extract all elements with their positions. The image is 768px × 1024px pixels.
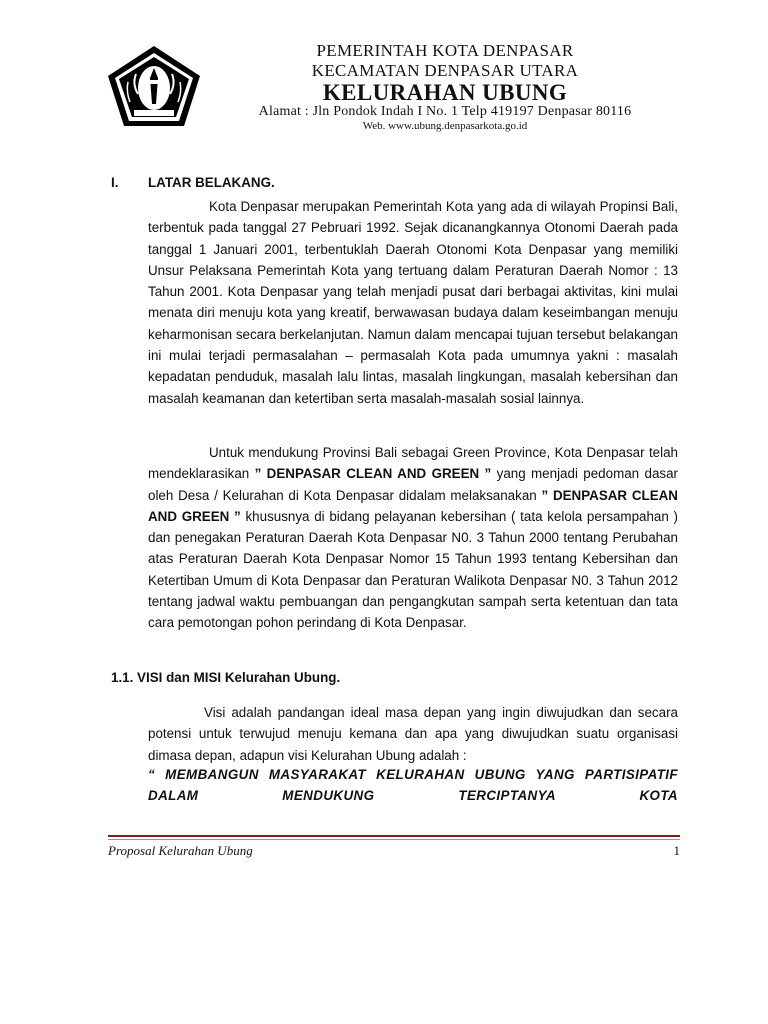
paragraph-text: yang menjadi pedoman dasar oleh Desa / Kelurahan di Kota Denpasar didalam melaksanakan xyxy=(148,466,678,503)
footer-title: Proposal Kelurahan Ubung xyxy=(108,843,253,858)
page-number: 1 xyxy=(673,843,680,858)
paragraph-text: khususnya di bidang pelayanan kebersihan ( tata kelola persampahan ) dan penegakan Peraturan Daerah Kota Denpasar N0. 3 Tahun 2000 tentang Perubahan atas Peraturan Daerah Kota Denpasar Nomor 15 Tahun 1993 tentang Kebersihan dan Ketertiban Umum di Kota Denpasar dan Peraturan Walikota Denpasar N0. 3 Tahun 2012 tentang jadwal waktu pembuangan dan pengangkutan sampah serta ketentuan dan tata cara pemotongan pohon perindang di Kota Denpasar. xyxy=(148,508,678,631)
subsection-title: 1.1. VISI dan MISI Kelurahan Ubung. xyxy=(111,670,341,685)
paragraph-text: Untuk mendukung Provinsi Bali sebagai Green Province, Kota Denpasar telah mendeklarasikan xyxy=(148,445,678,482)
section-title: LATAR BELAKANG. xyxy=(148,175,275,190)
letterhead-address: Alamat : Jln Pondok Indah I No. 1 Telp 419197 Denpasar 80116 xyxy=(258,104,632,119)
background-paragraph-2 xyxy=(148,442,678,634)
section-number: I. xyxy=(111,175,119,190)
slogan-text: ” DENPASAR CLEAN AND GREEN ” xyxy=(254,466,492,482)
paragraph-text: Visi adalah pandangan ideal masa depan yang ingin diwujudkan dan secara potensi untuk terwujud menuju kemana dan apa yang diwujudkan suatu organisasi dimasa depan, adapun visi Kelurahan Ubung adalah : xyxy=(148,705,678,763)
letterhead-district: KECAMATAN DENPASAR UTARA xyxy=(311,61,579,80)
letterhead-website: Web. www.ubung.denpasarkota.go.id xyxy=(362,120,528,132)
vision-statement xyxy=(148,764,678,807)
slogan-text: ” DENPASAR CLEAN AND GREEN ” xyxy=(148,487,678,524)
vision-paragraph xyxy=(148,702,678,766)
footer-rule-thin xyxy=(108,839,680,840)
background-paragraph-1 xyxy=(148,196,678,409)
vision-text: “ MEMBANGUN MASYARAKAT KELURAHAN UBUNG YANG PARTISIPATIF DALAM MENDUKUNG TERCIPTANYA KOTA xyxy=(148,767,678,804)
letterhead-office: KELURAHAN UBUNG xyxy=(322,80,568,105)
paragraph-text: Kota Denpasar merupakan Pemerintah Kota yang ada di wilayah Propinsi Bali, terbentuk pada tanggal 27 Pebruari 1992. Sejak dicanangkannya Otonomi Daerah pada tanggal 1 Januari 2001, terbentuklah Daerah Otonomi Kota Denpasar yang memiliki Unsur Pelaksana Pemerintah Kota yang tertuang dalam Peraturan Daerah Nomor : 13 Tahun 2001. Kota Denpasar yang telah menjadi pusat dari berbagai aktivitas, kini mulai menata diri menuju kota yang kreatif, berwawasan budaya dalam keseimbangan menuju keharmonisan secara berkelanjutan. Namun dalam mencapai tujuan tersebut belakangan ini mulai terjadi permasalahan – permasalah Kota pada umumnya yakni : masalah kepadatan penduduk, masalah lalu lintas, masalah lingkungan, masalah kebersihan dan masalah keamanan dan ketertiban serta masalah-masalah sosial lainnya. xyxy=(148,199,679,406)
footer-rule xyxy=(108,835,680,837)
denpasar-city-emblem-icon xyxy=(106,44,202,128)
letterhead-government: PEMERINTAH KOTA DENPASAR xyxy=(316,41,574,60)
